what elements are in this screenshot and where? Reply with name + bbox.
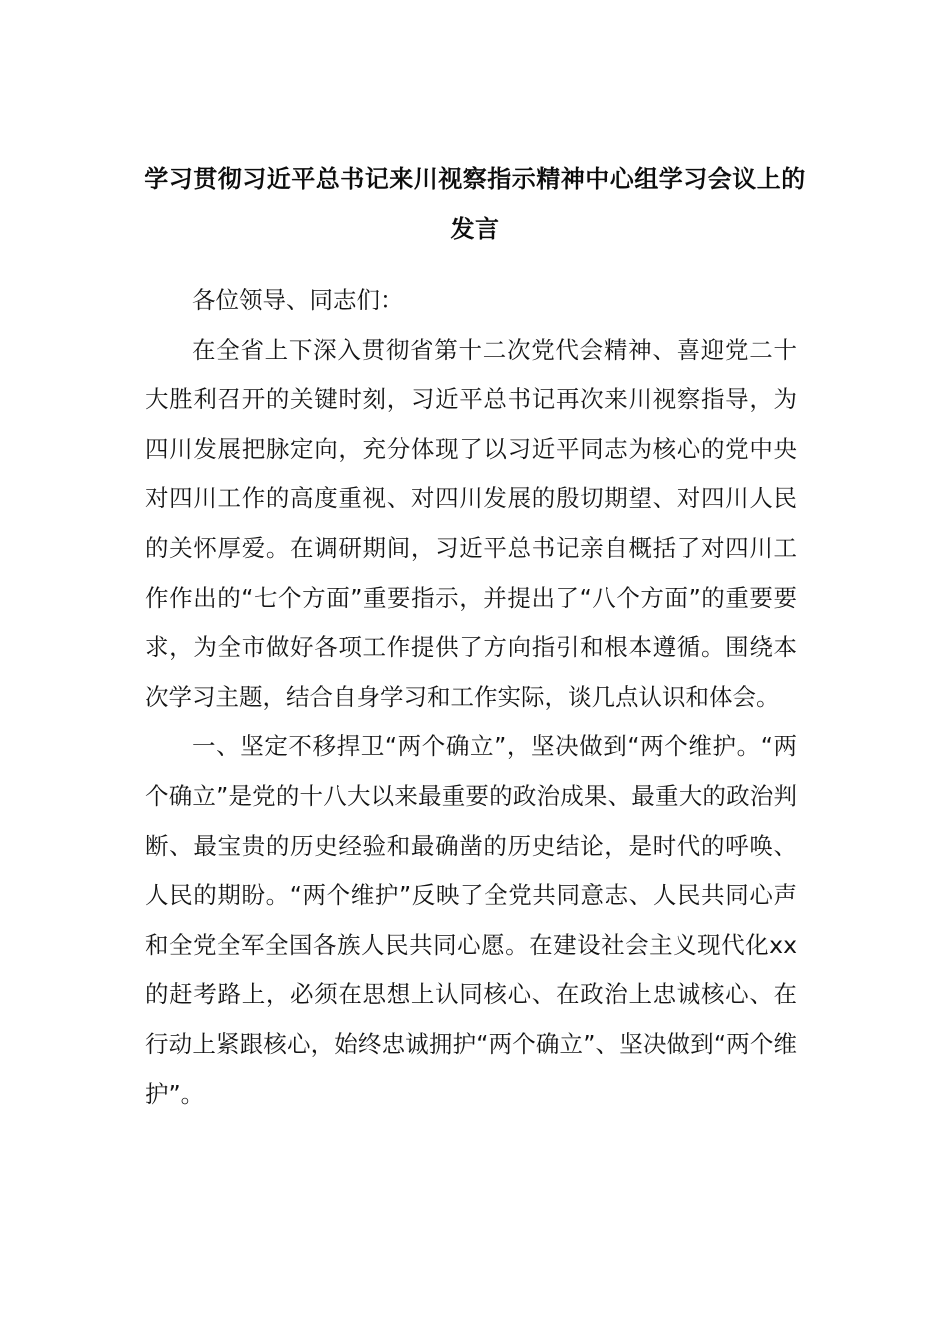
paragraph-section-one: 一、坚定不移捍卫“两个确立”，坚决做到“两个维护。“两个确立”是党的十八大以来最重要的政治成果、最重大的政治判断、最宝贵的历史经验和最确凿的历史结论，是时代的呼唤、人民的期盼。“两个维护”反映了全党共同意志、人民共同心声和全党全军全国各族人民共同心愿。在建设社会主义现代化xx的赶考路上，必须在思想上认同核心、在政治上忠诚核心、在行动上紧跟核心，始终忠诚拥护“两个确立”、坚决做到“两个维护”。 <box>145 732 797 1108</box>
document-title: 学习贯彻习近平总书记来川视察指示精神中心组学习会议上的发言 <box>144 165 806 243</box>
document-body <box>145 276 797 1119</box>
paragraph-intro: 在全省上下深入贯彻省第十二次党代会精神、喜迎党二十大胜利召开的关键时刻，习近平总书记再次来川视察指导，为四川发展把脉定向，充分体现了以习近平同志为核心的党中央对四川工作的高度重视、对四川发展的殷切期望、对四川人民的关怀厚爱。在调研期间，习近平总书记亲自概括了对四川工作作出的“七个方面”重要指示，并提出了“八个方面”的重要要求，为全市做好各项工作提供了方向指引和根本遵循。围绕本次学习主题，结合自身学习和工作实际，谈几点认识和体会。 <box>145 335 797 711</box>
salutation: 各位领导、同志们： <box>192 286 404 314</box>
